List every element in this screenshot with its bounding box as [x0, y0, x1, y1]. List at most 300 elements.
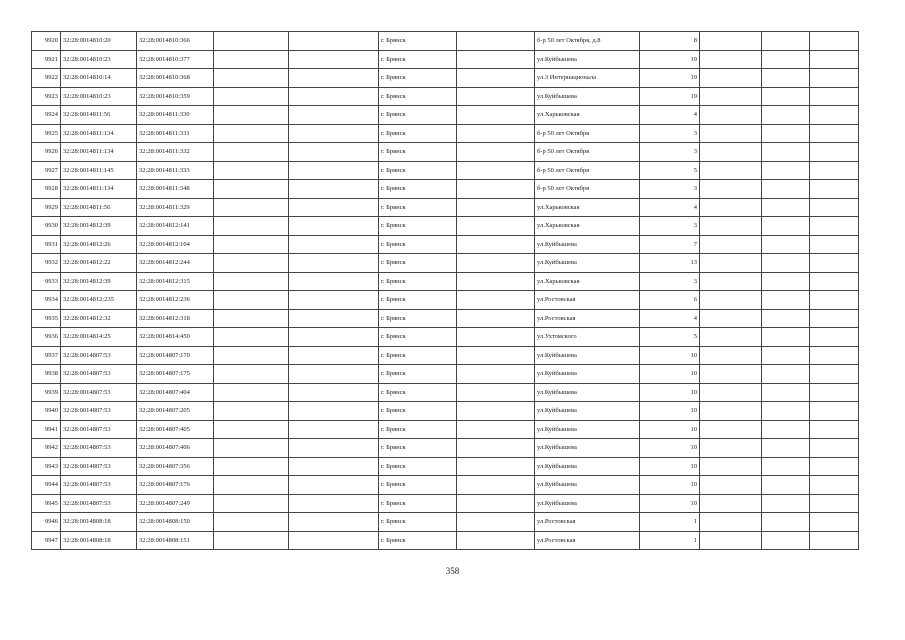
building-number-cell: 3 — [640, 180, 700, 199]
city-cell: г. Брянск — [379, 420, 457, 439]
empty-cell — [700, 402, 762, 421]
empty-cell — [810, 106, 859, 125]
building-number-cell: 10 — [640, 476, 700, 495]
city-cell: г. Брянск — [379, 272, 457, 291]
empty-cell — [762, 365, 810, 384]
object-cadastral-number-cell: 32:28:0014812:236 — [137, 291, 214, 310]
row-number-cell: 9930 — [32, 217, 61, 236]
table-row — [32, 180, 859, 199]
empty-cell — [457, 69, 535, 88]
row-number-cell: 9929 — [32, 198, 61, 217]
cadastral-number-cell: 32:28:0014807:53 — [61, 383, 137, 402]
street-cell: ул.Куйбышева — [535, 439, 640, 458]
city-cell: г. Брянск — [379, 328, 457, 347]
city-cell: г. Брянск — [379, 476, 457, 495]
cadastral-number-cell: 32:28:0014808:18 — [61, 513, 137, 532]
street-cell: ул.3 Интернационала — [535, 69, 640, 88]
empty-cell — [289, 235, 379, 254]
empty-cell — [762, 531, 810, 550]
empty-cell — [214, 32, 289, 51]
empty-cell — [700, 235, 762, 254]
empty-cell — [457, 420, 535, 439]
city-cell: г. Брянск — [379, 143, 457, 162]
empty-cell — [457, 328, 535, 347]
empty-cell — [214, 494, 289, 513]
table-row — [32, 50, 859, 69]
empty-cell — [762, 439, 810, 458]
empty-cell — [457, 161, 535, 180]
empty-cell — [289, 457, 379, 476]
empty-cell — [762, 161, 810, 180]
empty-cell — [289, 180, 379, 199]
empty-cell — [289, 346, 379, 365]
empty-cell — [762, 494, 810, 513]
cadastral-number-cell: 32:28:0014812:39 — [61, 217, 137, 236]
object-cadastral-number-cell: 32:28:0014808:150 — [137, 513, 214, 532]
empty-cell — [214, 439, 289, 458]
land-plots-table — [31, 31, 859, 550]
empty-cell — [289, 161, 379, 180]
building-number-cell: 3 — [640, 272, 700, 291]
row-number-cell: 9923 — [32, 87, 61, 106]
empty-cell — [810, 291, 859, 310]
empty-cell — [700, 365, 762, 384]
building-number-cell: 19 — [640, 87, 700, 106]
table-row — [32, 161, 859, 180]
city-cell: г. Брянск — [379, 87, 457, 106]
empty-cell — [762, 180, 810, 199]
empty-cell — [700, 328, 762, 347]
city-cell: г. Брянск — [379, 50, 457, 69]
empty-cell — [762, 272, 810, 291]
object-cadastral-number-cell: 32:28:0014807:176 — [137, 476, 214, 495]
table-row — [32, 439, 859, 458]
street-cell: б-р 50 лет Октября — [535, 161, 640, 180]
city-cell: г. Брянск — [379, 217, 457, 236]
object-cadastral-number-cell: 32:28:0014811:331 — [137, 124, 214, 143]
street-cell: ул.Куйбышева — [535, 420, 640, 439]
city-cell: г. Брянск — [379, 69, 457, 88]
table-row — [32, 69, 859, 88]
empty-cell — [289, 272, 379, 291]
row-number-cell: 9946 — [32, 513, 61, 532]
street-cell: ул.Ростовская — [535, 291, 640, 310]
cadastral-number-cell: 32:28:0014811:145 — [61, 161, 137, 180]
empty-cell — [700, 346, 762, 365]
building-number-cell: 4 — [640, 198, 700, 217]
object-cadastral-number-cell: 32:28:0014807:205 — [137, 402, 214, 421]
empty-cell — [289, 494, 379, 513]
street-cell: ул.Ростовская — [535, 531, 640, 550]
empty-cell — [289, 32, 379, 51]
empty-cell — [762, 69, 810, 88]
cadastral-number-cell: 32:28:0014811:134 — [61, 124, 137, 143]
object-cadastral-number-cell: 32:28:0014807:404 — [137, 383, 214, 402]
cadastral-number-cell: 32:28:0014807:53 — [61, 402, 137, 421]
city-cell: г. Брянск — [379, 254, 457, 273]
city-cell: г. Брянск — [379, 198, 457, 217]
building-number-cell: 10 — [640, 383, 700, 402]
empty-cell — [457, 50, 535, 69]
street-cell: ул.Харьковская — [535, 106, 640, 125]
empty-cell — [700, 217, 762, 236]
empty-cell — [762, 106, 810, 125]
empty-cell — [289, 513, 379, 532]
row-number-cell: 9942 — [32, 439, 61, 458]
empty-cell — [700, 254, 762, 273]
row-number-cell: 9938 — [32, 365, 61, 384]
empty-cell — [700, 476, 762, 495]
object-cadastral-number-cell: 32:28:0014810:377 — [137, 50, 214, 69]
empty-cell — [289, 531, 379, 550]
row-number-cell: 9945 — [32, 494, 61, 513]
cadastral-number-cell: 32:28:0014810:23 — [61, 50, 137, 69]
building-number-cell: 10 — [640, 494, 700, 513]
table-row — [32, 143, 859, 162]
empty-cell — [457, 143, 535, 162]
object-cadastral-number-cell: 32:28:0014812:141 — [137, 217, 214, 236]
object-cadastral-number-cell: 32:28:0014808:151 — [137, 531, 214, 550]
row-number-cell: 9926 — [32, 143, 61, 162]
object-cadastral-number-cell: 32:28:0014811:333 — [137, 161, 214, 180]
empty-cell — [214, 50, 289, 69]
object-cadastral-number-cell: 32:28:0014811:332 — [137, 143, 214, 162]
empty-cell — [810, 383, 859, 402]
building-number-cell: 19 — [640, 69, 700, 88]
empty-cell — [214, 513, 289, 532]
empty-cell — [700, 420, 762, 439]
empty-cell — [810, 272, 859, 291]
empty-cell — [214, 476, 289, 495]
object-cadastral-number-cell: 32:28:0014807:356 — [137, 457, 214, 476]
object-cadastral-number-cell: 32:28:0014807:175 — [137, 365, 214, 384]
empty-cell — [457, 402, 535, 421]
city-cell: г. Брянск — [379, 124, 457, 143]
empty-cell — [700, 531, 762, 550]
empty-cell — [810, 346, 859, 365]
empty-cell — [700, 513, 762, 532]
empty-cell — [214, 531, 289, 550]
empty-cell — [762, 235, 810, 254]
empty-cell — [214, 161, 289, 180]
empty-cell — [289, 69, 379, 88]
street-cell: ул.Куйбышева — [535, 346, 640, 365]
empty-cell — [457, 383, 535, 402]
table-row — [32, 513, 859, 532]
row-number-cell: 9941 — [32, 420, 61, 439]
city-cell: г. Брянск — [379, 106, 457, 125]
street-cell: ул.Куйбышева — [535, 402, 640, 421]
empty-cell — [214, 365, 289, 384]
empty-cell — [810, 254, 859, 273]
city-cell: г. Брянск — [379, 346, 457, 365]
empty-cell — [289, 291, 379, 310]
row-number-cell: 9921 — [32, 50, 61, 69]
empty-cell — [214, 143, 289, 162]
empty-cell — [214, 180, 289, 199]
building-number-cell: 3 — [640, 217, 700, 236]
street-cell: ул.Харьковская — [535, 198, 640, 217]
empty-cell — [810, 217, 859, 236]
empty-cell — [457, 180, 535, 199]
empty-cell — [810, 328, 859, 347]
empty-cell — [457, 457, 535, 476]
street-cell: б-р 50 лет Октября — [535, 143, 640, 162]
empty-cell — [762, 383, 810, 402]
building-number-cell: 1 — [640, 513, 700, 532]
empty-cell — [810, 32, 859, 51]
row-number-cell: 9943 — [32, 457, 61, 476]
empty-cell — [762, 143, 810, 162]
empty-cell — [762, 32, 810, 51]
table-row — [32, 106, 859, 125]
cadastral-number-cell: 32:28:0014812:26 — [61, 235, 137, 254]
building-number-cell: 10 — [640, 365, 700, 384]
street-cell: ул.Куйбышева — [535, 383, 640, 402]
empty-cell — [700, 143, 762, 162]
empty-cell — [810, 180, 859, 199]
table-row — [32, 32, 859, 51]
table-row — [32, 328, 859, 347]
empty-cell — [457, 513, 535, 532]
empty-cell — [810, 494, 859, 513]
object-cadastral-number-cell: 32:28:0014812:104 — [137, 235, 214, 254]
empty-cell — [214, 402, 289, 421]
empty-cell — [762, 513, 810, 532]
city-cell: г. Брянск — [379, 235, 457, 254]
object-cadastral-number-cell: 32:28:0014814:450 — [137, 328, 214, 347]
building-number-cell: 5 — [640, 161, 700, 180]
empty-cell — [810, 439, 859, 458]
row-number-cell: 9934 — [32, 291, 61, 310]
empty-cell — [214, 346, 289, 365]
city-cell: г. Брянск — [379, 365, 457, 384]
empty-cell — [762, 198, 810, 217]
cadastral-number-cell: 32:28:0014807:53 — [61, 476, 137, 495]
cadastral-number-cell: 32:28:0014814:25 — [61, 328, 137, 347]
object-cadastral-number-cell: 32:28:0014812:244 — [137, 254, 214, 273]
empty-cell — [762, 254, 810, 273]
empty-cell — [214, 124, 289, 143]
empty-cell — [214, 69, 289, 88]
empty-cell — [289, 328, 379, 347]
street-cell: ул.Куйбышева — [535, 235, 640, 254]
cadastral-number-cell: 32:28:0014810:23 — [61, 87, 137, 106]
table-row — [32, 291, 859, 310]
building-number-cell: 7 — [640, 235, 700, 254]
empty-cell — [289, 217, 379, 236]
empty-cell — [700, 494, 762, 513]
building-number-cell: 8 — [640, 32, 700, 51]
empty-cell — [289, 439, 379, 458]
building-number-cell: 10 — [640, 420, 700, 439]
building-number-cell: 1 — [640, 531, 700, 550]
building-number-cell: 19 — [640, 50, 700, 69]
empty-cell — [457, 291, 535, 310]
empty-cell — [700, 272, 762, 291]
street-cell: б-р 50 лет Октября — [535, 180, 640, 199]
empty-cell — [457, 494, 535, 513]
cadastral-number-cell: 32:28:0014807:53 — [61, 457, 137, 476]
city-cell: г. Брянск — [379, 457, 457, 476]
building-number-cell: 13 — [640, 254, 700, 273]
empty-cell — [700, 87, 762, 106]
table-row — [32, 235, 859, 254]
object-cadastral-number-cell: 32:28:0014811:330 — [137, 106, 214, 125]
table-row — [32, 476, 859, 495]
row-number-cell: 9933 — [32, 272, 61, 291]
empty-cell — [289, 106, 379, 125]
empty-cell — [214, 328, 289, 347]
empty-cell — [457, 198, 535, 217]
city-cell: г. Брянск — [379, 513, 457, 532]
cadastral-number-cell: 32:28:0014807:53 — [61, 494, 137, 513]
page-number: 358 — [445, 566, 460, 576]
empty-cell — [700, 50, 762, 69]
empty-cell — [810, 50, 859, 69]
row-number-cell: 9936 — [32, 328, 61, 347]
empty-cell — [762, 124, 810, 143]
table-row — [32, 402, 859, 421]
empty-cell — [700, 32, 762, 51]
object-cadastral-number-cell: 32:28:0014810:366 — [137, 32, 214, 51]
building-number-cell: 10 — [640, 346, 700, 365]
table-row — [32, 272, 859, 291]
building-number-cell: 10 — [640, 457, 700, 476]
empty-cell — [457, 235, 535, 254]
object-cadastral-number-cell: 32:28:0014807:170 — [137, 346, 214, 365]
street-cell: ул.Ухтомского — [535, 328, 640, 347]
street-cell: ул.Харьковская — [535, 272, 640, 291]
empty-cell — [810, 365, 859, 384]
empty-cell — [289, 87, 379, 106]
object-cadastral-number-cell: 32:28:0014811:348 — [137, 180, 214, 199]
empty-cell — [700, 180, 762, 199]
cadastral-number-cell: 32:28:0014810:20 — [61, 32, 137, 51]
city-cell: г. Брянск — [379, 531, 457, 550]
building-number-cell: 4 — [640, 106, 700, 125]
table-body — [32, 32, 859, 550]
empty-cell — [289, 383, 379, 402]
cadastral-number-cell: 32:28:0014812:22 — [61, 254, 137, 273]
empty-cell — [214, 87, 289, 106]
city-cell: г. Брянск — [379, 180, 457, 199]
empty-cell — [810, 513, 859, 532]
cadastral-number-cell: 32:28:0014807:53 — [61, 346, 137, 365]
object-cadastral-number-cell: 32:28:0014812:318 — [137, 309, 214, 328]
empty-cell — [810, 124, 859, 143]
street-cell: ул.Куйбышева — [535, 494, 640, 513]
empty-cell — [762, 420, 810, 439]
empty-cell — [810, 161, 859, 180]
empty-cell — [762, 328, 810, 347]
empty-cell — [457, 254, 535, 273]
building-number-cell: 10 — [640, 439, 700, 458]
object-cadastral-number-cell: 32:28:0014812:315 — [137, 272, 214, 291]
row-number-cell: 9925 — [32, 124, 61, 143]
cadastral-number-cell: 32:28:0014807:53 — [61, 365, 137, 384]
empty-cell — [810, 531, 859, 550]
city-cell: г. Брянск — [379, 494, 457, 513]
empty-cell — [700, 457, 762, 476]
street-cell: ул.Куйбышева — [535, 254, 640, 273]
table-row — [32, 383, 859, 402]
table-row — [32, 217, 859, 236]
street-cell: ул.Ростовская — [535, 309, 640, 328]
empty-cell — [762, 476, 810, 495]
empty-cell — [289, 420, 379, 439]
empty-cell — [762, 291, 810, 310]
empty-cell — [289, 402, 379, 421]
empty-cell — [457, 217, 535, 236]
cadastral-number-cell: 32:28:0014811:56 — [61, 106, 137, 125]
row-number-cell: 9924 — [32, 106, 61, 125]
empty-cell — [214, 272, 289, 291]
object-cadastral-number-cell: 32:28:0014807:405 — [137, 420, 214, 439]
cadastral-number-cell: 32:28:0014807:53 — [61, 439, 137, 458]
city-cell: г. Брянск — [379, 32, 457, 51]
empty-cell — [810, 235, 859, 254]
empty-cell — [810, 69, 859, 88]
empty-cell — [289, 365, 379, 384]
row-number-cell: 9922 — [32, 69, 61, 88]
empty-cell — [289, 124, 379, 143]
empty-cell — [457, 32, 535, 51]
empty-cell — [700, 309, 762, 328]
city-cell: г. Брянск — [379, 309, 457, 328]
row-number-cell: 9939 — [32, 383, 61, 402]
row-number-cell: 9932 — [32, 254, 61, 273]
empty-cell — [810, 309, 859, 328]
row-number-cell: 9927 — [32, 161, 61, 180]
empty-cell — [214, 291, 289, 310]
empty-cell — [457, 476, 535, 495]
row-number-cell: 9935 — [32, 309, 61, 328]
empty-cell — [700, 106, 762, 125]
empty-cell — [214, 106, 289, 125]
cadastral-number-cell: 32:28:0014807:53 — [61, 420, 137, 439]
empty-cell — [762, 457, 810, 476]
cadastral-number-cell: 32:28:0014808:18 — [61, 531, 137, 550]
empty-cell — [700, 439, 762, 458]
empty-cell — [214, 217, 289, 236]
empty-cell — [214, 254, 289, 273]
empty-cell — [810, 198, 859, 217]
table-row — [32, 346, 859, 365]
empty-cell — [457, 531, 535, 550]
empty-cell — [700, 291, 762, 310]
empty-cell — [700, 383, 762, 402]
empty-cell — [810, 87, 859, 106]
object-cadastral-number-cell: 32:28:0014807:249 — [137, 494, 214, 513]
empty-cell — [810, 143, 859, 162]
empty-cell — [810, 420, 859, 439]
table-row — [32, 198, 859, 217]
empty-cell — [762, 87, 810, 106]
street-cell: ул.Харьковская — [535, 217, 640, 236]
empty-cell — [810, 476, 859, 495]
building-number-cell: 4 — [640, 309, 700, 328]
street-cell: ул.Куйбышева — [535, 87, 640, 106]
empty-cell — [457, 272, 535, 291]
street-cell: ул.Куйбышева — [535, 457, 640, 476]
cadastral-number-cell: 32:28:0014811:134 — [61, 180, 137, 199]
table-row — [32, 494, 859, 513]
empty-cell — [289, 143, 379, 162]
empty-cell — [289, 50, 379, 69]
street-cell: б-р 50 лет Октября, д.8 — [535, 32, 640, 51]
row-number-cell: 9931 — [32, 235, 61, 254]
